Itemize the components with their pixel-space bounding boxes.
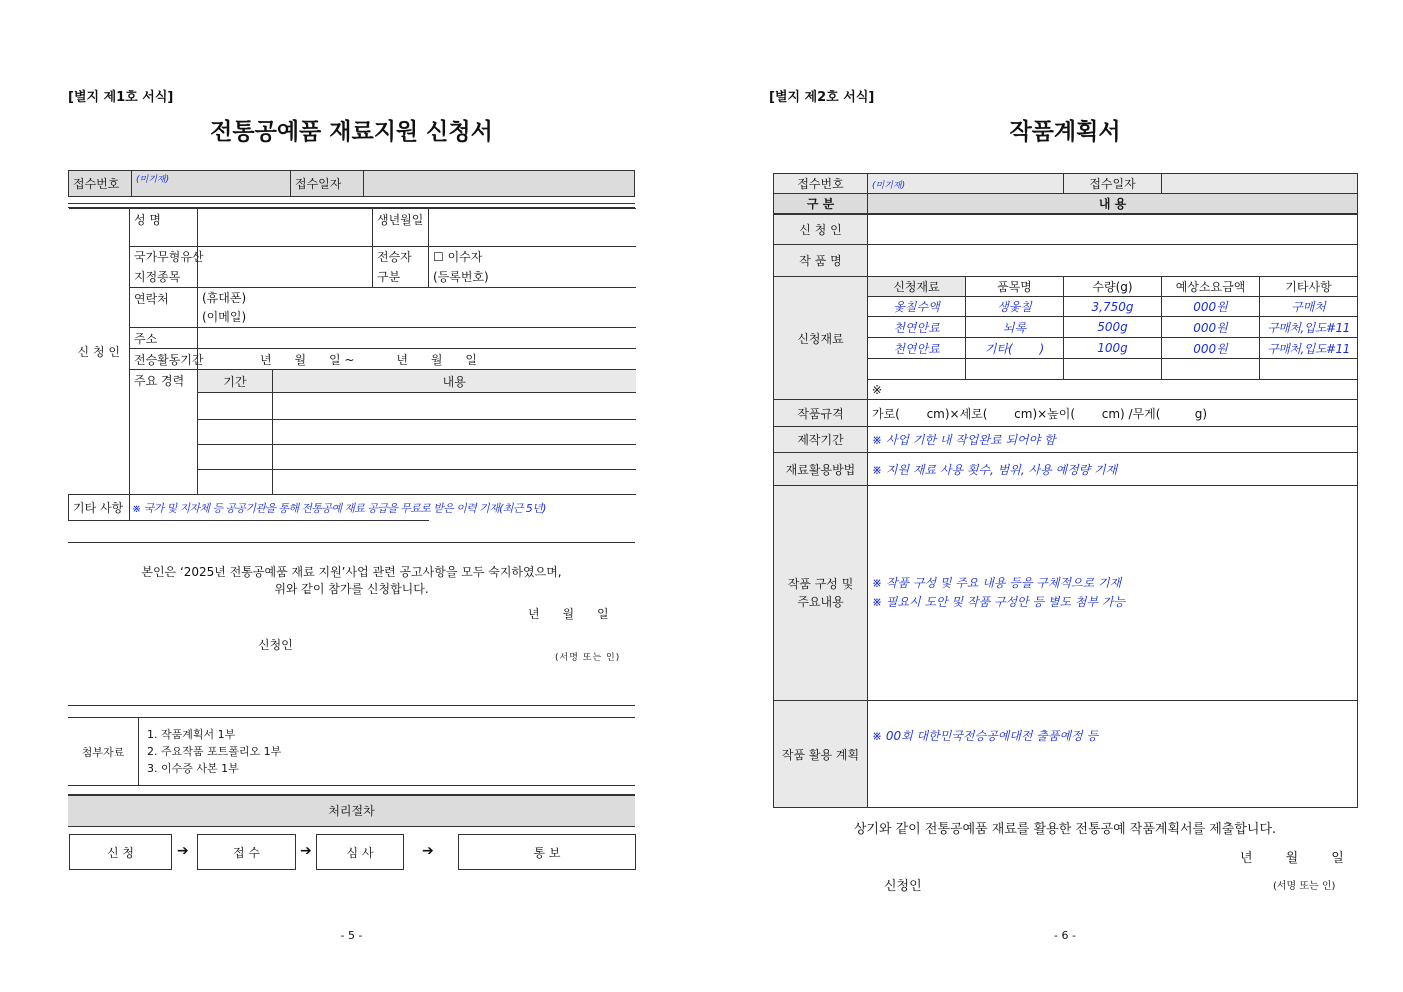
career-period-cell[interactable] xyxy=(198,445,273,470)
material-header: 기타사항 xyxy=(1260,277,1358,297)
arrow-right-icon: ➔ xyxy=(300,843,312,859)
form-label-left: [별지 제1호 서식] xyxy=(68,90,174,105)
work-name-field[interactable] xyxy=(868,245,1358,277)
address-field[interactable] xyxy=(198,328,636,349)
career-content-cell[interactable] xyxy=(273,393,636,420)
divider xyxy=(68,705,635,706)
receipt-no-label: 접수번호 xyxy=(69,171,132,197)
spec-label: 작품규격 xyxy=(774,400,868,427)
phone-field[interactable]: (휴대폰) xyxy=(202,290,247,305)
applicant-table-left xyxy=(68,208,636,521)
receipt-no-value: (미기재) xyxy=(136,175,170,185)
form-label-right: [별지 제2호 서식] xyxy=(769,90,875,105)
material-cell[interactable]: 000원 xyxy=(1162,297,1260,317)
career-content-cell[interactable] xyxy=(273,420,636,445)
spec-field[interactable]: 가로( cm)×세로( cm)×높이( cm) /무게( g) xyxy=(868,400,1358,427)
applicant-label: 신 청 인 xyxy=(69,209,130,495)
email-field[interactable]: (이메일) xyxy=(202,309,247,324)
date-line-right[interactable]: 년 월 일 xyxy=(1240,851,1344,866)
sign-note-left: (서명 또는 인) xyxy=(555,653,621,663)
material-cell[interactable] xyxy=(966,359,1064,380)
successor-checkbox[interactable]: ☐ 이수자 xyxy=(433,250,483,264)
material-cell[interactable]: 000원 xyxy=(1162,338,1260,359)
receipt-date-label-right: 접수일자 xyxy=(1064,174,1162,194)
page-title-right: 작품계획서 xyxy=(1009,119,1121,145)
career-period-cell[interactable] xyxy=(198,470,273,495)
material-cell[interactable] xyxy=(1162,359,1260,380)
attachment-item: 1. 작품계획서 1부 xyxy=(147,728,236,741)
process-label: 처리절차 xyxy=(328,804,375,818)
period-field[interactable]: 년 월 일 ~ 년 월 일 xyxy=(198,349,636,370)
applicant-field-right[interactable] xyxy=(868,214,1358,245)
receipt-no-value-right: (미기재) xyxy=(872,180,906,191)
compose-label-2: 주요내용 xyxy=(797,595,844,609)
address-label: 주소 xyxy=(130,328,198,349)
receipt-table-left xyxy=(68,170,635,197)
material-cell[interactable] xyxy=(1260,359,1358,380)
etc-label: 기타 사항 xyxy=(69,495,130,521)
material-cell[interactable]: 구매처,입도#11 xyxy=(1260,338,1358,359)
compose-label: 작품 구성 및 xyxy=(787,577,854,591)
process-step-notify: 통 보 xyxy=(458,834,636,870)
etc-value: ※ 국가 및 지자체 등 공공기관을 통해 전통공예 재료 공급을 무료로 받은 이력 기재(최근 5년) xyxy=(132,501,546,515)
material-cell[interactable]: 기타( ) xyxy=(966,338,1064,359)
material-header: 수량(g) xyxy=(1064,277,1162,297)
process-step-review: 심 사 xyxy=(316,834,404,870)
receipt-date-value[interactable] xyxy=(364,171,635,197)
career-content-cell[interactable] xyxy=(273,445,636,470)
material-cell[interactable]: 천연안료 xyxy=(868,338,966,359)
material-cell[interactable]: 천연안료 xyxy=(868,317,966,338)
process-step-apply: 신 청 xyxy=(69,834,172,870)
work-name-label: 작 품 명 xyxy=(774,245,868,277)
birth-label: 생년월일 xyxy=(373,209,429,247)
arrow-right-icon: ➔ xyxy=(177,843,189,859)
col-category: 구 분 xyxy=(774,194,868,214)
date-line-left[interactable]: 년 월 일 xyxy=(528,607,609,621)
page-title-left: 전통공예품 재료지원 신청서 xyxy=(210,119,493,145)
career-label: 주요 경력 xyxy=(130,370,198,495)
prod-period-label: 제작기간 xyxy=(774,427,868,453)
attachments-table xyxy=(68,717,635,786)
plan-label: 작품 활용 계획 xyxy=(774,701,868,808)
compose-value-2: ※ 필요시 도안 및 작품 구성안 등 별도 첨부 가능 xyxy=(872,595,1126,609)
receipt-date-label: 접수일자 xyxy=(291,171,364,197)
page-number-left: - 5 - xyxy=(340,929,363,942)
material-cell[interactable]: 생옻칠 xyxy=(966,297,1064,317)
material-note: ※ xyxy=(868,380,1358,400)
successor-label-2: 구분 xyxy=(377,270,401,284)
contact-label: 연락처 xyxy=(130,288,198,328)
successor-label: 전승자 xyxy=(377,250,412,264)
usage-label: 재료활용방법 xyxy=(774,453,868,486)
applicant-label-right: 신 청 인 xyxy=(774,214,868,245)
name-field[interactable] xyxy=(198,209,373,247)
career-content-cell[interactable] xyxy=(273,470,636,495)
col-content: 내 용 xyxy=(868,194,1358,214)
heritage-field[interactable] xyxy=(198,247,373,288)
material-cell[interactable]: 뇌록 xyxy=(966,317,1064,338)
birth-field[interactable] xyxy=(429,209,636,247)
statement-right: 상기와 같이 전통공예품 재료를 활용한 전통공예 작품계획서를 제출합니다. xyxy=(853,822,1277,837)
material-cell[interactable]: 구매처,입도#11 xyxy=(1260,317,1358,338)
material-cell[interactable]: 3,750g xyxy=(1064,297,1162,317)
period-label: 전승활동기간 xyxy=(130,349,198,370)
plan-table xyxy=(773,173,1358,808)
usage-value: ※ 지원 재료 사용 횟수, 범위, 사용 예정량 기재 xyxy=(872,462,1118,477)
name-label: 성 명 xyxy=(130,209,198,247)
successor-reg-no[interactable]: (등록번호) xyxy=(433,270,489,284)
material-header: 품목명 xyxy=(966,277,1064,297)
statement-line-2: 위와 같이 참가를 신청합니다. xyxy=(274,582,429,596)
material-header: 예상소요금액 xyxy=(1162,277,1260,297)
material-cell[interactable] xyxy=(1064,359,1162,380)
heritage-label-2: 지정종목 xyxy=(134,270,181,284)
attachment-item: 2. 주요작품 포트폴리오 1부 xyxy=(147,745,282,758)
receipt-no-label-right: 접수번호 xyxy=(774,174,868,194)
heritage-label: 국가무형유산 xyxy=(134,250,204,264)
attachment-item: 3. 이수증 사본 1부 xyxy=(147,762,239,775)
divider xyxy=(68,542,635,543)
signer-label-right: 신청인 xyxy=(884,879,922,894)
material-cell[interactable]: 500g xyxy=(1064,317,1162,338)
material-cell[interactable]: 옻칠수액 xyxy=(868,297,966,317)
material-header: 신청재료 xyxy=(868,277,966,297)
attach-label: 첨부자료 xyxy=(68,718,139,786)
career-col-content: 내용 xyxy=(273,370,636,393)
material-cell[interactable] xyxy=(868,359,966,380)
material-cell[interactable]: 100g xyxy=(1064,338,1162,359)
receipt-date-field-right[interactable] xyxy=(1162,174,1358,194)
process-header xyxy=(68,794,635,827)
prod-period-value: ※ 사업 기한 내 작업완료 되어야 함 xyxy=(872,433,1056,447)
material-cell[interactable]: 구매처 xyxy=(1260,297,1358,317)
sign-note-right: (서명 또는 인) xyxy=(1273,881,1336,892)
plan-value: ※ 00회 대한민국전승공예대전 출품예정 등 xyxy=(872,729,1099,743)
career-period-cell[interactable] xyxy=(198,393,273,420)
signer-label-left: 신청인 xyxy=(258,638,293,652)
career-col-period: 기간 xyxy=(198,370,273,393)
material-cell[interactable]: 000원 xyxy=(1162,317,1260,338)
material-label: 신청재료 xyxy=(774,277,868,400)
process-step-receive: 접 수 xyxy=(197,834,296,870)
career-period-cell[interactable] xyxy=(198,420,273,445)
statement-line-1: 본인은 ‘2025년 전통공예품 재료 지원’사업 관련 공고사항을 모두 숙지하였으며, xyxy=(141,565,562,579)
page-number-right: - 6 - xyxy=(1054,929,1076,942)
compose-value-1: ※ 작품 구성 및 주요 내용 등을 구체적으로 기재 xyxy=(872,576,1122,590)
arrow-right-icon: ➔ xyxy=(422,843,434,859)
